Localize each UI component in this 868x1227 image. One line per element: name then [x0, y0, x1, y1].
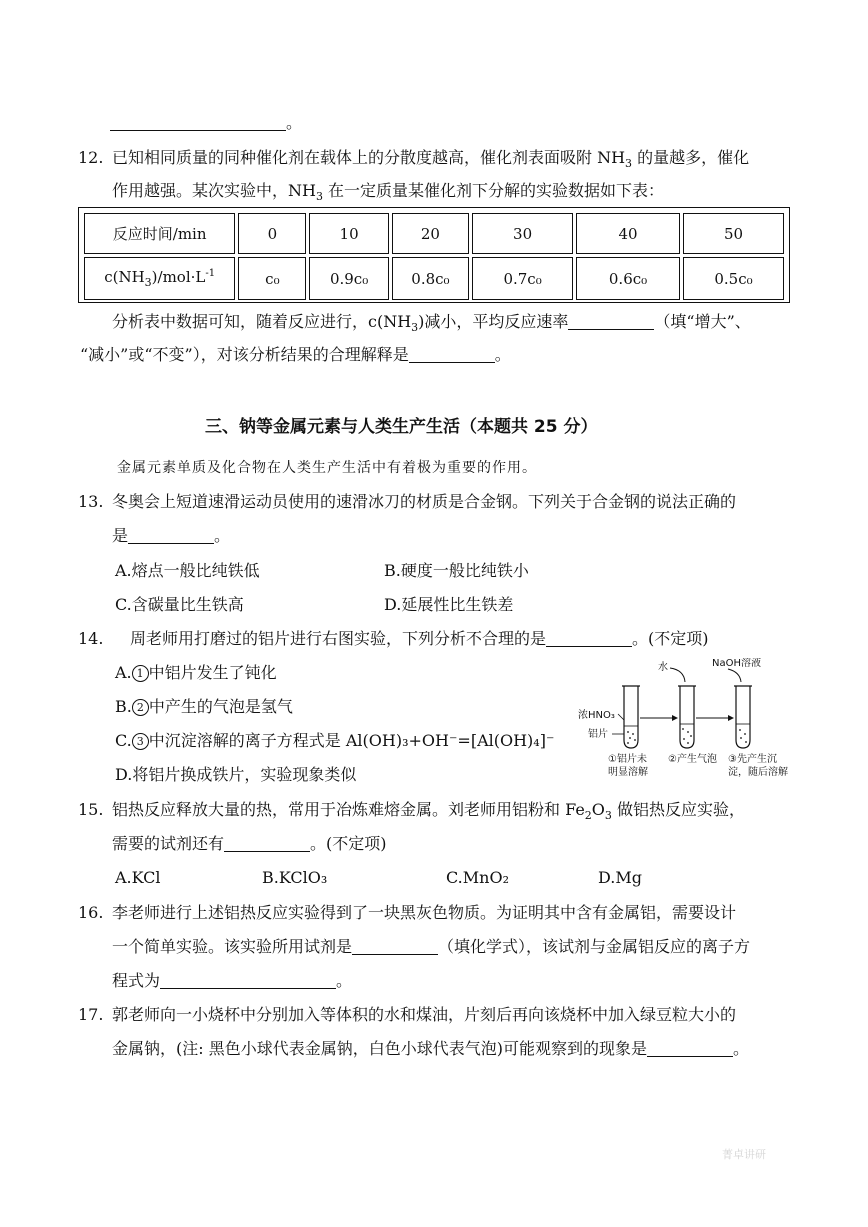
caption-3: ③先产生沉 [728, 754, 777, 765]
answer-blank[interactable] [352, 938, 438, 955]
answer-blank[interactable] [128, 527, 214, 544]
q14-line1: 14. 周老师用打磨过的铝片进行右图实验，下列分析不合理的是 。(不定项) [78, 629, 709, 648]
label-naoh: NaOH溶液 [712, 658, 761, 669]
table-header-conc: $c(NH_3)/mol\cdot L^{-1}$ [84, 257, 235, 300]
table-cell: 0.5c₀ [683, 257, 784, 300]
arrow-pointer [728, 669, 741, 682]
table-cell: 0.8c₀ [392, 257, 469, 300]
test-tube-1 [622, 686, 640, 748]
answer-blank[interactable] [160, 972, 336, 989]
test-tube-diagram [578, 658, 798, 778]
caption-2: ②产生气泡 [668, 754, 717, 765]
q16-line2: 一个简单实验。该实验所用试剂是 （填化学式），该试剂与金属铝反应的离子方 [112, 937, 751, 956]
arrow-head [728, 715, 734, 721]
table-cell: 50 [683, 213, 784, 254]
q15-option-c[interactable]: C.MnO₂ [446, 868, 509, 887]
q15-line2: 需要的试剂还有 。(不定项) [112, 834, 387, 853]
q16-line1: 16. 李老师进行上述铝热反应实验得到了一块黑灰色物质。为证明其中含有金属铝，需要设计 [78, 903, 737, 922]
label-hno3: 浓HNO₃ [578, 710, 615, 721]
pointer-line [618, 714, 624, 720]
answer-blank[interactable] [546, 630, 632, 647]
section-title: 三、钠等金属元素与人类生产生活（本题共 25 分） [205, 417, 598, 437]
q15-option-b[interactable]: B.KClO₃ [262, 868, 328, 887]
table-cell: 40 [576, 213, 680, 254]
q15-option-a[interactable]: A.KCl [115, 868, 161, 887]
table-cell: 10 [309, 213, 388, 254]
circled-number: 3 [132, 733, 149, 750]
q13-option-c[interactable]: C.含碳量比生铁高 [115, 595, 244, 614]
table-row [84, 213, 784, 254]
answer-blank[interactable] [224, 835, 310, 852]
q17-line1: 17. 郭老师向一小烧杯中分别加入等体积的水和煤油，片刻后再向该烧杯中加入绿豆粒大小的 [78, 1005, 737, 1024]
table-cell: c₀ [238, 257, 306, 300]
q16-line3: 程式为 。 [112, 971, 353, 990]
table-row [84, 257, 784, 300]
q12-analysis-line2: “减小”或“不变”），对该分析结果的合理解释是 。 [80, 345, 511, 364]
answer-blank[interactable] [647, 1040, 733, 1057]
answer-blank[interactable] [409, 346, 495, 363]
table-cell: 0.7c₀ [472, 257, 573, 300]
data-table [81, 210, 787, 303]
q13-option-d[interactable]: D.延展性比生铁差 [384, 595, 514, 614]
answer-blank[interactable] [568, 313, 654, 330]
table-cell: 0.9c₀ [309, 257, 388, 300]
arrow-head [672, 715, 678, 721]
q17-line2: 金属钠，(注: 黑色小球代表金属钠，白色小球代表气泡)可能观察到的现象是 。 [112, 1039, 749, 1058]
caption-1b: 明显溶解 [608, 767, 648, 778]
q14-option-a[interactable]: A. 1 中铝片发生了钝化 [115, 663, 277, 682]
watermark: 菁卓讲研 [722, 1148, 766, 1161]
answer-blank[interactable] [110, 114, 286, 131]
q12-line2: 作用越强。某次实验中，$NH_3$ 在一定质量某催化剂下分解的实验数据如下表： [112, 181, 665, 203]
table-cell: 0.6c₀ [576, 257, 680, 300]
test-tube-2 [678, 686, 696, 748]
q13-option-b[interactable]: B.硬度一般比纯铁小 [384, 561, 529, 580]
q13-line2: 是 。 [112, 526, 231, 545]
circled-number: 1 [132, 665, 149, 682]
table-cell: 0 [238, 213, 306, 254]
test-tube-3 [734, 686, 752, 748]
caption-3b: 淀，随后溶解 [728, 767, 788, 778]
q12-analysis-line1: 分析表中数据可知，随着反应进行，$c(NH_3)$减小，平均反应速率 （填“增大”、 [112, 312, 751, 334]
q12-number: 12. [78, 148, 104, 167]
q14-number: 14. [78, 629, 104, 648]
q14-option-d[interactable]: D.将铝片换成铁片，实验现象类似 [115, 765, 357, 784]
q14-option-c[interactable]: C. 3 中沉淀溶解的离子方程式是 Al(OH)₃+OH⁻=[Al(OH)₄]⁻ [115, 731, 555, 750]
section-intro: 金属元素单质及化合物在人类生产生活中有着极为重要的作用。 [117, 460, 537, 476]
label-al: 铝片 [588, 729, 608, 740]
arrow-pointer [670, 668, 685, 682]
q14-option-b[interactable]: B. 2 中产生的气泡是氢气 [115, 697, 293, 716]
q13-line1: 13. 冬奥会上短道速滑运动员使用的速滑冰刀的材质是合金钢。下列关于合金钢的说法正确的 [78, 492, 737, 511]
q16-number: 16. [78, 903, 104, 922]
q17-number: 17. [78, 1005, 104, 1024]
circled-number: 2 [132, 699, 149, 716]
q13-number: 13. [78, 492, 104, 511]
q15-option-d[interactable]: D.Mg [598, 868, 642, 887]
caption-1: ①铝片未 [608, 754, 647, 765]
q15-number: 15. [78, 800, 104, 819]
q15-line1: 15. 铝热反应释放大量的热，常用于冶炼难熔金属。刘老师用铝粉和 $Fe_2O_3$ 做铝热反应实验， [78, 800, 746, 822]
q12-line1: 12. 已知相同质量的同种催化剂在载体上的分散度越高，催化剂表面吸附 $NH_3$ 的量越多，催化 [78, 148, 750, 170]
prev-answer-line: 。 [110, 112, 302, 134]
table-header-time: 反应时间/min [84, 213, 235, 254]
table-cell: 30 [472, 213, 573, 254]
table-cell: 20 [392, 213, 469, 254]
q13-option-a[interactable]: A.熔点一般比纯铁低 [115, 561, 260, 580]
label-water: 水 [658, 662, 668, 673]
